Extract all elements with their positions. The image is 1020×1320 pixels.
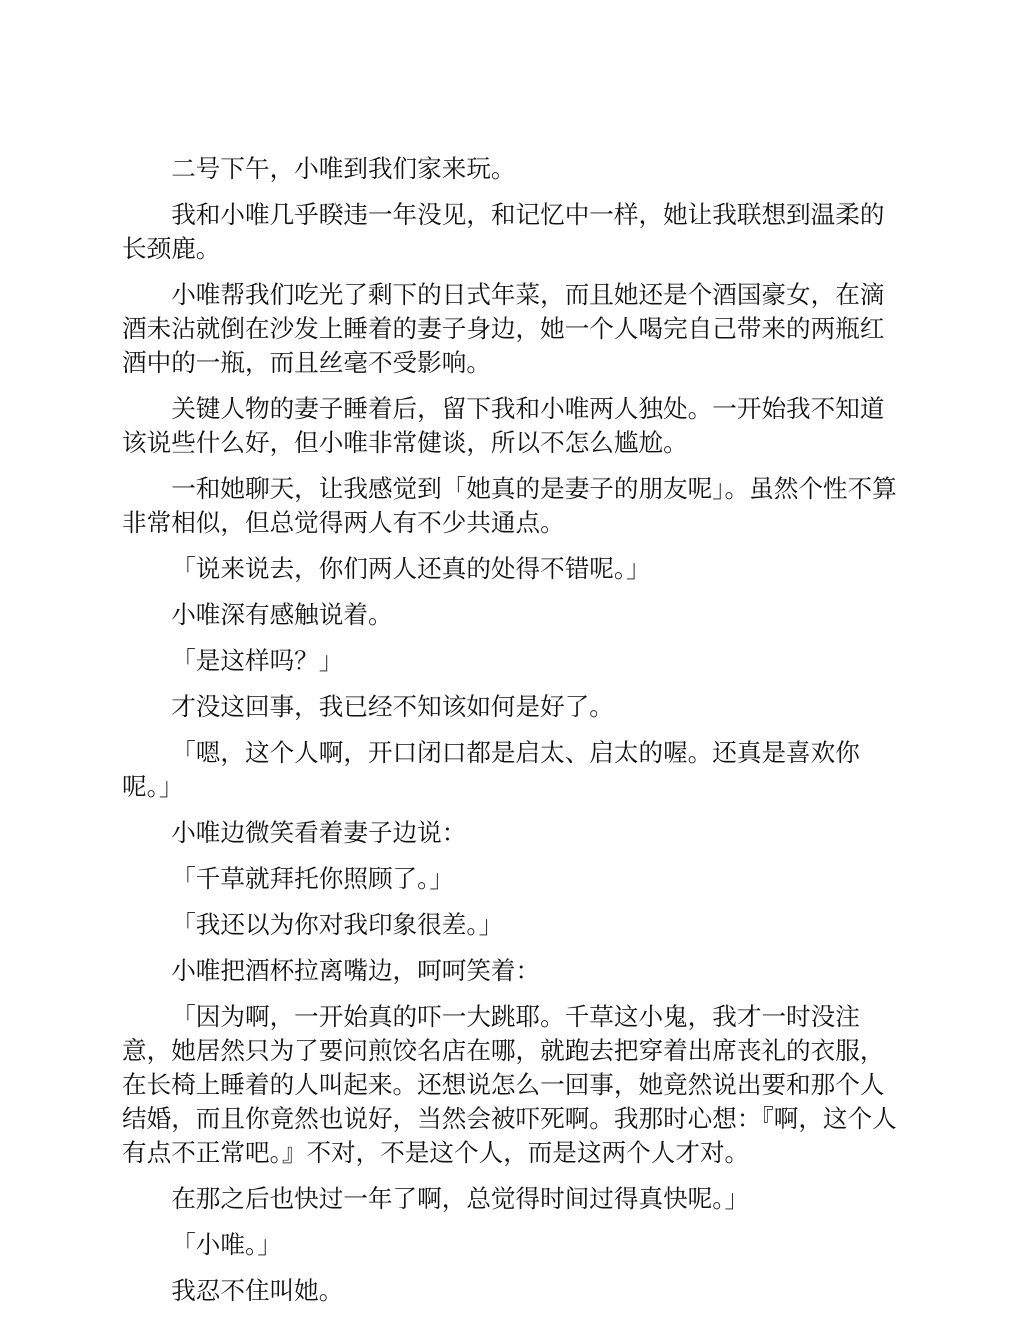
paragraph: 才没这回事，我已经不知该如何是好了。: [171, 692, 614, 721]
paragraph: 小唯深有感触说着。: [171, 600, 393, 629]
paragraph: 二号下午，小唯到我们家来玩。: [171, 154, 516, 183]
paragraph: 小唯帮我们吃光了剩下的日式年菜，而且她还是个酒国豪女，在滴酒未沾就倒在沙发上睡着的妻子身边，她一个人喝完自己带来的两瓶红酒中的一瓶，而且丝毫不受影响。: [122, 280, 885, 377]
paragraph: 关键人物的妻子睡着后，留下我和小唯两人独处。一开始我不知道该说些什么好，但小唯非常健谈，所以不怎么尴尬。: [122, 394, 885, 457]
paragraph: 「小唯。」: [171, 1230, 282, 1259]
paragraph: 我和小唯几乎睽违一年没见，和记忆中一样，她让我联想到温柔的长颈鹿。: [122, 200, 885, 263]
document-body: [122, 152, 898, 1320]
paragraph: 我忍不住叫她。: [171, 1276, 344, 1305]
paragraph: 「千草就拜托你照顾了。」: [171, 864, 455, 893]
paragraph: 「因为啊，一开始真的吓一大跳耶。千草这小鬼，我才一时没注意，她居然只为了要问煎饺名店在哪，就跑去把穿着出席丧礼的衣服，在长椅上睡着的人叫起来。还想说怎么一回事，她竟然说出要和那个人结婚，而且你竟然也说好，当然会被吓死啊。我那时心想：『啊，这个人有点不正常吧。』不对，不是这个人，而是这两个人才对。: [122, 1002, 897, 1167]
paragraph: 「说来说去，你们两人还真的处得不错呢。」: [171, 554, 651, 583]
paragraph: 在那之后也快过一年了啊，总觉得时间过得真快呢。」: [171, 1184, 750, 1213]
paragraph: 小唯把酒杯拉离嘴边，呵呵笑着：: [171, 956, 541, 985]
paragraph: 「嗯，这个人啊，开口闭口都是启太、启太的喔。还真是喜欢你呢。」: [122, 738, 860, 801]
paragraph: 小唯边微笑看着妻子边说：: [171, 818, 467, 847]
paragraph: 「我还以为你对我印象很差。」: [171, 910, 504, 939]
paragraph: 一和她聊天，让我感觉到「她真的是妻子的朋友呢」。虽然个性不算非常相似，但总觉得两人有不少共通点。: [122, 474, 897, 537]
paragraph: 「是这样吗？」: [171, 646, 344, 675]
